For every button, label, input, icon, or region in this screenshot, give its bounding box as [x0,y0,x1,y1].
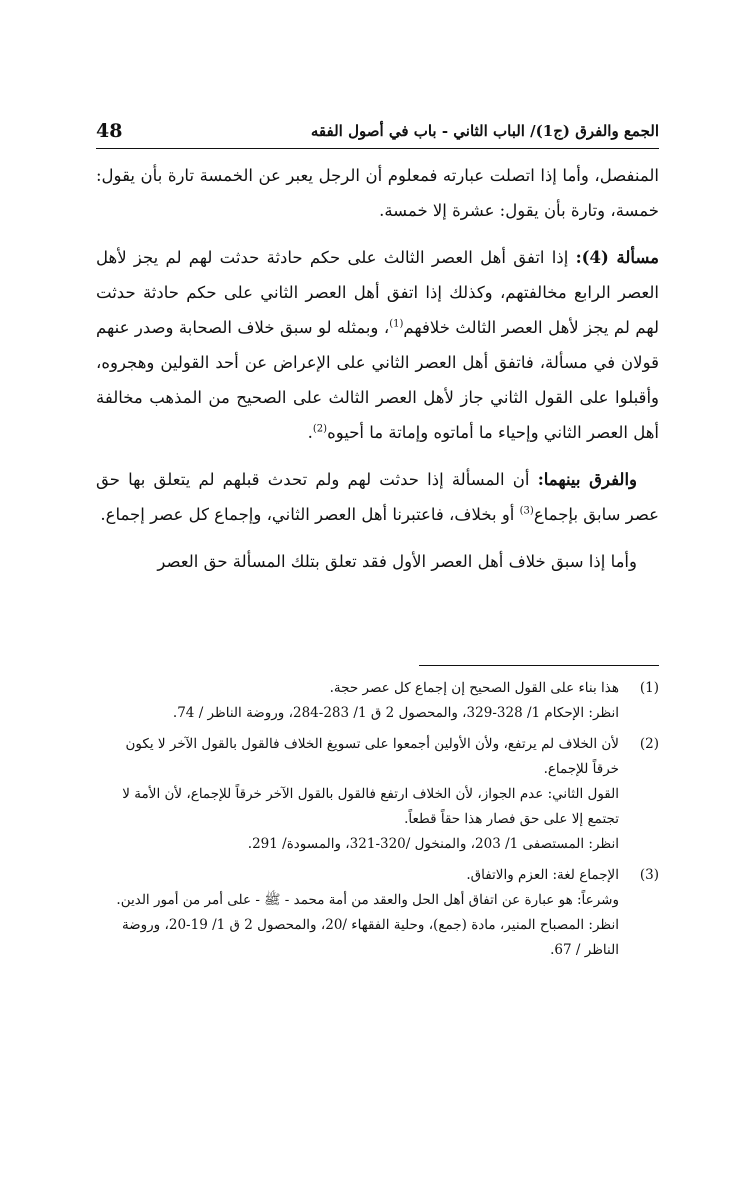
running-title: الجمع والفرق (ج1)/ الباب الثاني - باب في أصول الفقه [310,122,659,140]
footnote-number: (1) [639,680,659,696]
footnote-divider [419,665,659,666]
page-number: 48 [96,120,123,142]
paragraph-last: وأما إذا سبق خلاف أهل العصر الأول فقد تعلق بتلك المسألة حق العصر [157,552,637,571]
footnote-line: انظر: المستصفى 1/ 203، والمنخول /320-321، والمسودة/ 291. [247,836,619,852]
footnote-ref-3[interactable]: (3) [519,505,534,517]
footnote [96,676,659,726]
footnote-line: انظر: المصباح المنير، مادة (جمع)، وحلية الفقهاء /20، والمحصول 2 ق 1/ 19-20، وروضة الناظر / 67. [121,917,619,958]
footnote-ref-1[interactable]: (1) [389,318,404,330]
footnote-number: (2) [639,736,659,752]
footnote-line: هذا بناء على القول الصحيح إن إجماع كل عصر حجة. [329,680,619,696]
issue-text: ، وبمثله لو سبق خلاف الصحابة وصدر عنهم قولان في مسألة، فاتفق أهل العصر الثاني على الإعراض عن أحد القولين وهجروه، وأقبلوا على القول الثاني جاز لأهل العصر الثالث على الصحيح من المذهب مخالفة أهل العصر الثاني وإحياء ما أماتوه وإماتة ما أحيوه [96,318,659,442]
page-header [96,120,659,149]
difference-paragraph [96,462,659,532]
difference-text: أو بخلاف، فاعتبرنا أهل العصر الثاني، وإجماع كل عصر إجماع. [100,505,515,524]
issue-text: . [307,423,313,442]
issue-label: مسألة (4): [575,248,660,267]
difference-label: والفرق بينهما: [537,470,638,489]
issue-paragraph [96,240,659,450]
footnote [96,732,659,857]
footnote [96,863,659,963]
paragraph-continuation: المنفصل، وأما إذا اتصلت عبارته فمعلوم أن الرجل يعبر عن الخمسة تارة بأن يقول: خمسة، وتارة بأن يقول: عشرة إلا خمسة. [96,166,659,220]
footnotes [96,676,659,969]
footnote-line: القول الثاني: عدم الجواز، لأن الخلاف ارتفع فالقول بالقول الآخر خرقاً للإجماع، لأن الأمة لا تجتمع إلا على حق فصار هذا حقاً قطعاً. [122,786,619,827]
issue-text: إذا اتفق أهل العصر الثالث على حكم حادثة حدثت لهم لم يجز لأهل العصر الرابع مخالفتهم، وكذلك إذا اتفق أهل العصر الثاني على حكم حادثة حدثت لهم لم يجز لأهل العصر الثالث خلافهم [96,248,659,337]
footnote-line: انظر: الإحكام 1/ 328-329، والمحصول 2 ق 1/ 283-284، وروضة الناظر / 74. [172,705,619,721]
footnote-line: الإجماع لغة: العزم والاتفاق. [466,867,619,883]
main-text [96,158,659,579]
footnote-line: وشرعاً: هو عبارة عن اتفاق أهل الحل والعقد من أمة محمد - ﷺ - على أمر من أمور الدين. [116,892,619,908]
footnote-ref-2[interactable]: (2) [312,423,328,435]
difference-text: أن المسألة إذا حدثت لهم ولم تحدث قبلهم لم يتعلق بها حق عصر سابق بإجماع [96,470,659,524]
footnote-line: لأن الخلاف لم يرتفع، ولأن الأولين أجمعوا على تسويغ الخلاف فالقول بالقول الآخر لا يكون خرقاً للإجماع. [125,736,619,777]
footnote-number: (3) [639,867,659,883]
